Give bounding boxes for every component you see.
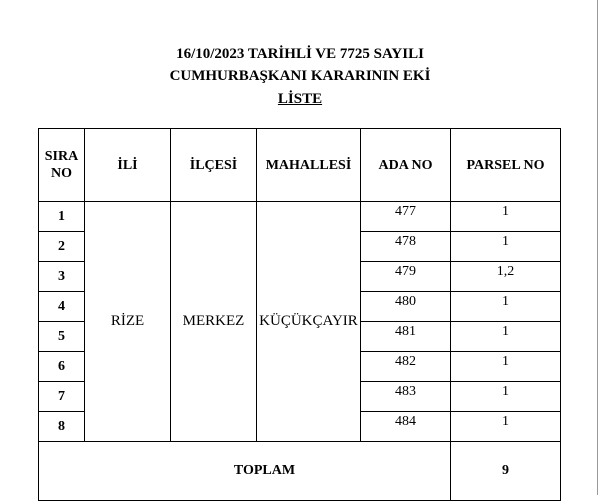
header-ilcesi: İLÇESİ (171, 129, 257, 202)
row-sira-no: 2 (39, 232, 85, 262)
header-ada-no: ADA NO (361, 129, 451, 202)
parcel-list-table (38, 128, 561, 501)
cell-mahallesi: KÜÇÜKÇAYIR (257, 202, 361, 442)
row-sira-no: 5 (39, 322, 85, 352)
cell-ilcesi: MERKEZ (171, 202, 257, 442)
row-ada-no: 482 (361, 352, 451, 382)
document-title-line-2: CUMHURBAŞKANI KARARININ EKİ (169, 68, 431, 84)
table-row (39, 202, 561, 232)
total-value: 9 (451, 442, 561, 501)
row-ada-no: 479 (361, 262, 451, 292)
header-parsel-no: PARSEL NO (451, 129, 561, 202)
document-title-line-1: 16/10/2023 TARİHLİ VE 7725 SAYILI (176, 46, 424, 62)
row-parsel-no: 1 (451, 352, 561, 382)
cell-ili: RİZE (85, 202, 171, 442)
row-parsel-no: 1 (451, 292, 561, 322)
row-parsel-no: 1 (451, 232, 561, 262)
header-sira-no: SIRA NO (39, 129, 85, 202)
row-ada-no: 477 (361, 202, 451, 232)
row-sira-no: 4 (39, 292, 85, 322)
row-parsel-no: 1 (451, 322, 561, 352)
row-sira-no: 8 (39, 412, 85, 442)
row-sira-no: 1 (39, 202, 85, 232)
document-title-liste: LİSTE (277, 91, 323, 107)
row-ada-no: 478 (361, 232, 451, 262)
row-ada-no: 484 (361, 412, 451, 442)
header-mahallesi: MAHALLESİ (257, 129, 361, 202)
row-sira-no: 6 (39, 352, 85, 382)
row-parsel-no: 1,2 (451, 262, 561, 292)
header-ili: İLİ (85, 129, 171, 202)
table-header-row (39, 129, 561, 202)
total-row (39, 442, 561, 501)
total-label: TOPLAM (39, 442, 451, 501)
row-sira-no: 3 (39, 262, 85, 292)
row-parsel-no: 1 (451, 202, 561, 232)
row-parsel-no: 1 (451, 412, 561, 442)
row-ada-no: 483 (361, 382, 451, 412)
row-ada-no: 481 (361, 322, 451, 352)
row-ada-no: 480 (361, 292, 451, 322)
row-sira-no: 7 (39, 382, 85, 412)
row-parsel-no: 1 (451, 382, 561, 412)
